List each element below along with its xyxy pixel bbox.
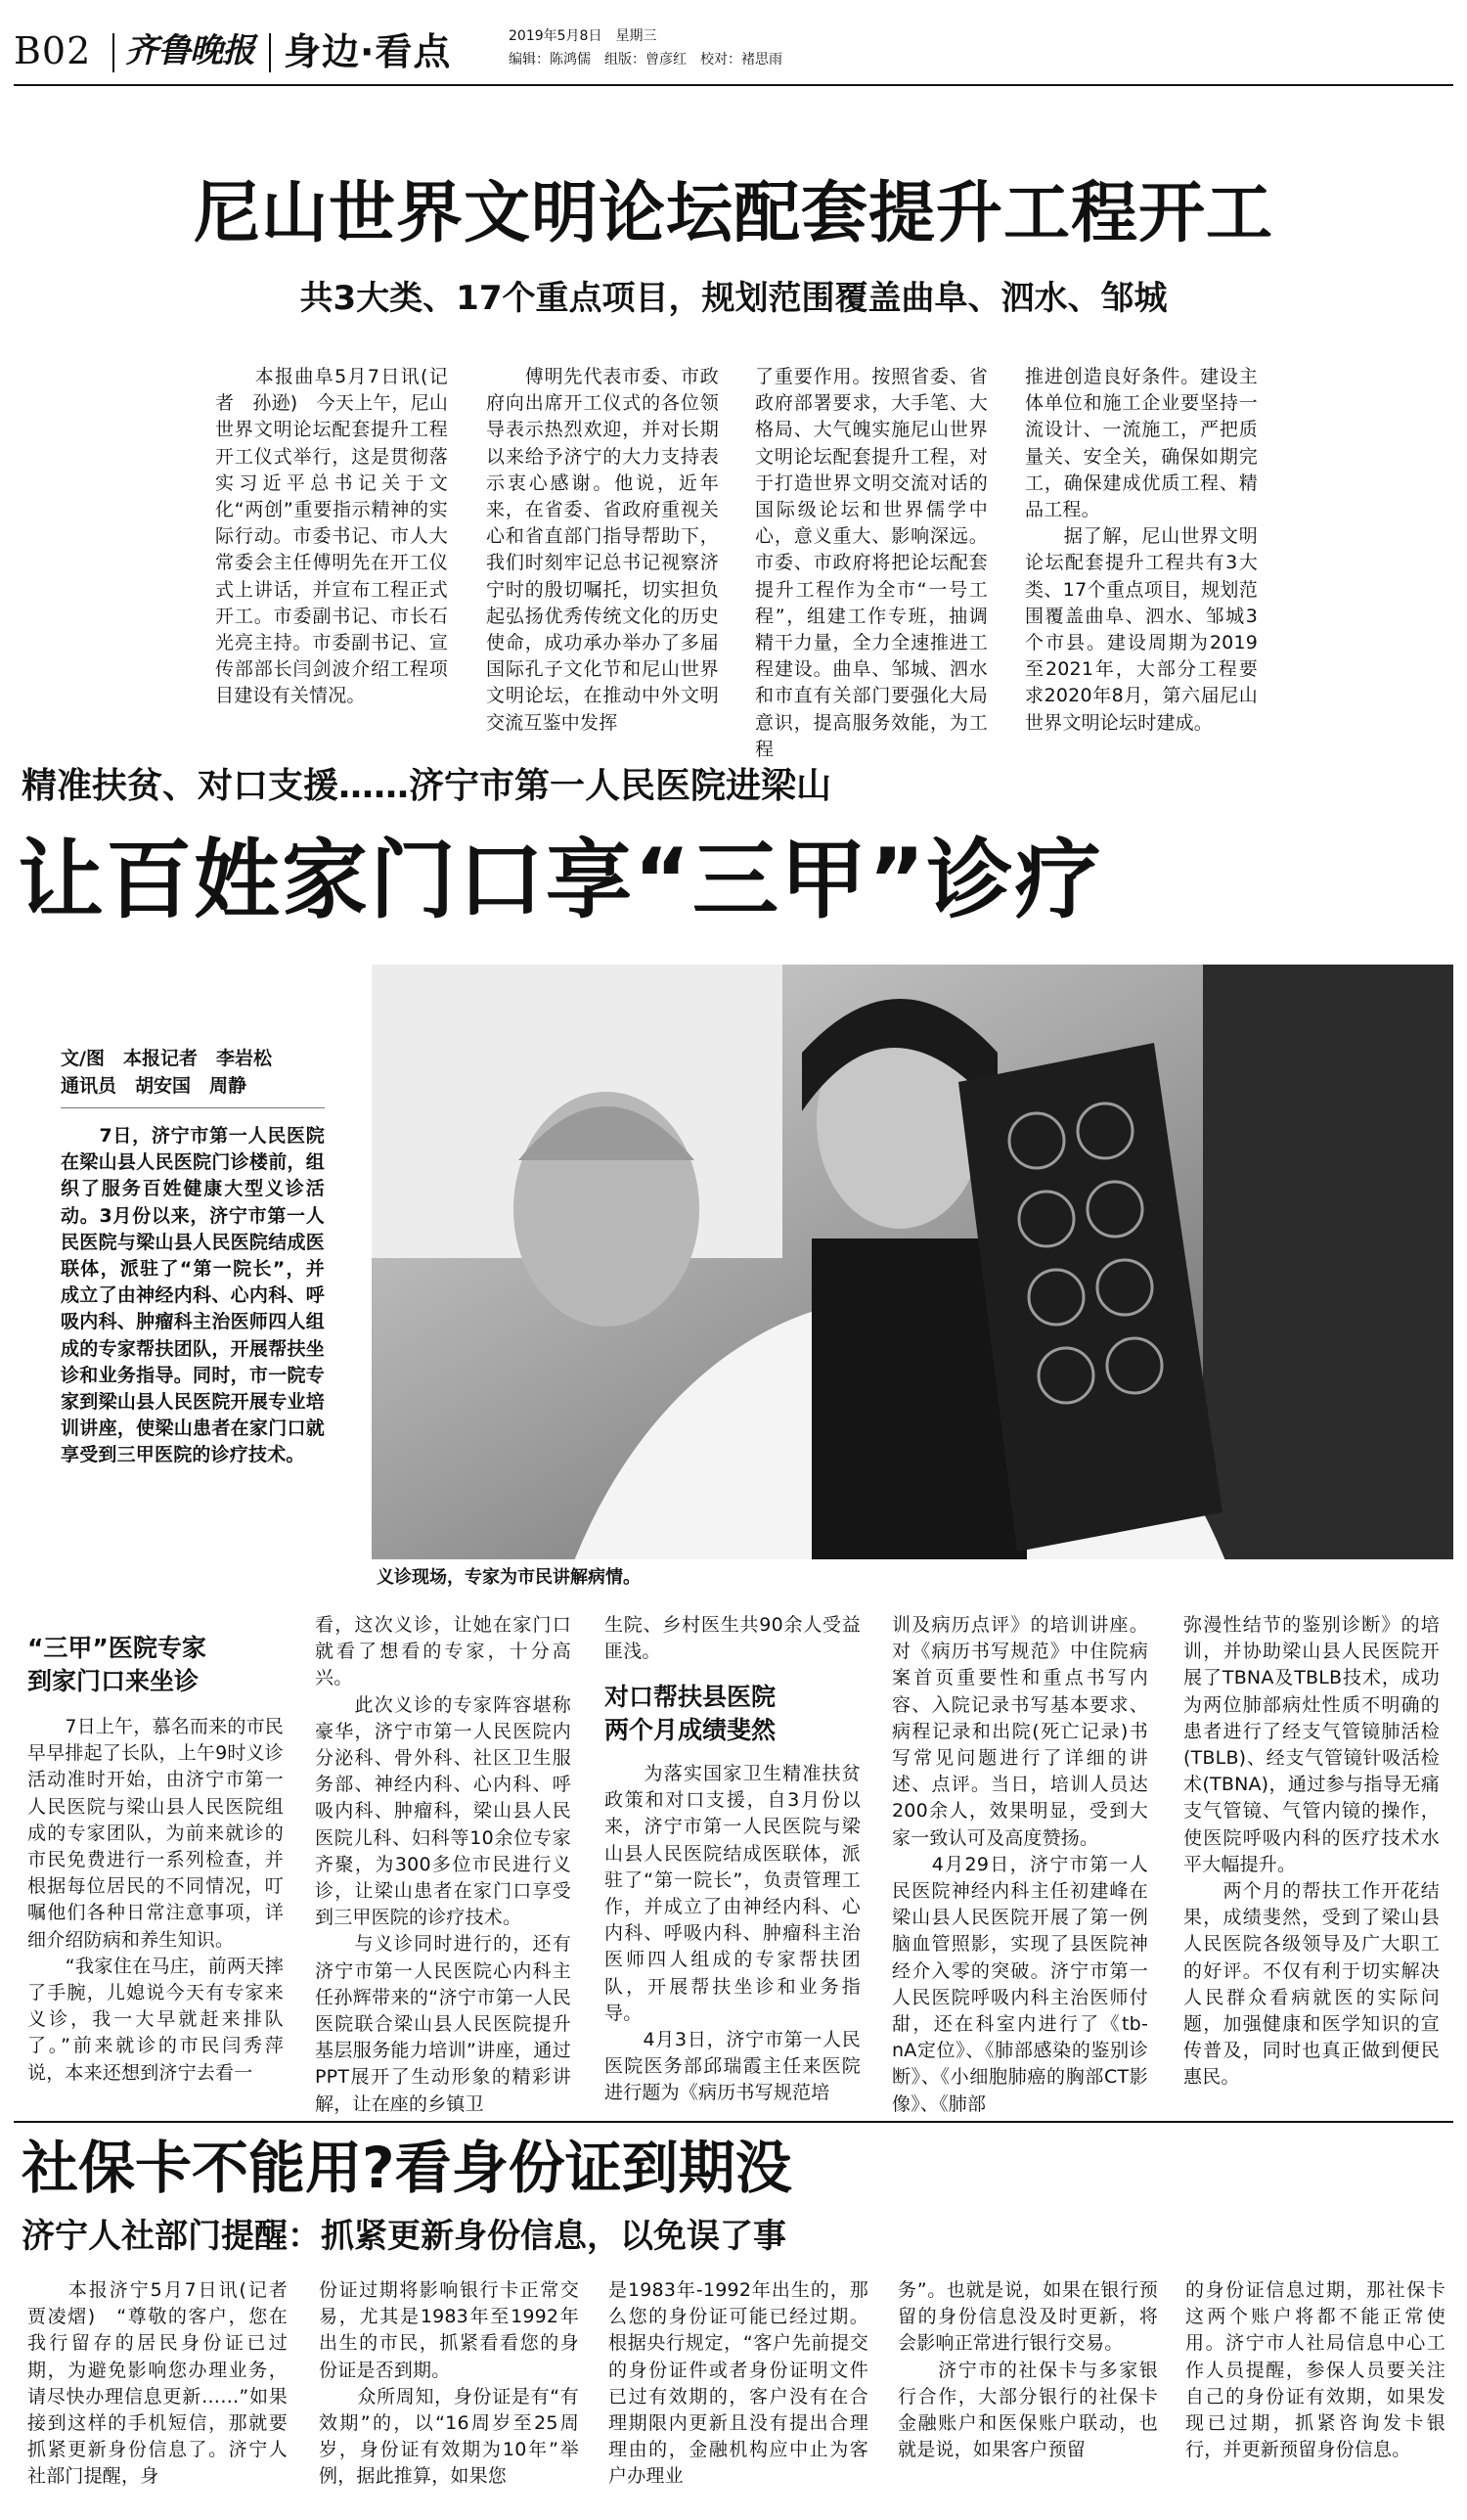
article3-col-4: 务”。也就是说，如果在银行预留的身份信息没及时更新，将会影响正常进行银行交易。 济宁市的社保卡与多家银行合作，大部分银行的社保卡金融账户和医保账户联动，也就是说，如果客户预留 [898,2279,1158,2461]
byline-rule [61,1107,325,1108]
article2-col-3-bottom: 为落实国家卫生精准扶贫政策和对口支援，自3月份以来，济宁市第一人民医院与梁山县人民医院结成医联体，派驻了“第一院长”，负责管理工作，并成立了由神经内科、心内科、呼吸内科、肿瘤科主治医师四人组成的专家帮扶团队，开展帮扶坐诊和业务指导。 4月3日，济宁市第一人民医院医务部邱瑞霞主任来医院进行题为《病历书写规范培 [604,1763,861,2104]
article1-title: 尼山世界文明论坛配套提升工程开工 [193,175,1273,252]
byline-2: 通讯员 胡安国 周静 [61,1075,247,1097]
section-name: 身边·看点 [284,30,452,73]
paper-logo: 齐鲁晚报 [125,31,254,70]
article3-rule [14,2121,1453,2123]
subhead-support: 对口帮扶县医院 两个月成绩斐然 [604,1683,777,1744]
date-line: 2019年5月8日 星期三 [509,28,657,44]
article2-kicker: 精准扶贫、对口支援……济宁市第一人民医院进梁山 [22,766,832,806]
article3-subtitle: 济宁人社部门提醒：抓紧更新身份信息，以免误了事 [22,2217,786,2256]
photo-caption: 义诊现场，专家为市民讲解病情。 [377,1567,641,1588]
article3-col-1: 本报济宁5月7日讯(记者 贾凌熠) “尊敬的客户，您在我行留存的居民身份证已过期，为避免影响您办理业务，请尽快办理信息更新……”如果接到这样的手机短信，那就要抓紧更新身份信息了。济宁人社部门提醒，身 [27,2279,307,2488]
article3-col-3: 是1983年-1992年出生的，那么您的身份证可能已经过期。根据央行规定，“客户先前提交的身份证件或者身份证明文件已过有效期的，客户没有在合理期限内更新且没有提出合理理由的，金融机构应中止为客户办理业 [608,2279,868,2488]
subhead-experts: “三甲”医院专家 到家门口来坐诊 [27,1634,206,1695]
header-rule [14,84,1453,86]
article2-col-2: 看，这次义诊，让她在家门口就看了想看的专家，十分高兴。 此次义诊的专家阵容堪称豪华，济宁市第一人民医院内分泌科、骨外科、社区卫生服务部、神经内科、心内科、呼吸内科、肿瘤科，梁山县人民医院儿科、妇科等10余位专家齐聚，为300多位市民进行义诊，让梁山患者在家门口享受到三甲医院的诊疗技术。 与义诊同时进行的，还有济宁市第一人民医院心内科主任孙辉带来的“济宁市第一人民医院联合梁山县人民医院提升基层服务能力培训”讲座，通过PPT展开了生动形象的精彩讲解，让在座的乡镇卫 [315,1614,571,2115]
article1-col-3: 了重要作用。按照省委、省政府部署要求，大手笔、大格局、大气魄实施尼山世界文明论坛配套提升工程，对于打造世界文明交流对话的国际级论坛和世界儒学中心，意义重大、影响深远。市委、市政府将把论坛配套提升工程作为全市“一号工程”，组建工作专班，抽调精干力量，全力全速推进工程建设。曲阜、邹城、泗水和市直有关部门要强化大局意识，提高服务效能，为工程 [755,366,988,760]
byline-1: 文/图 本报记者 李岩松 [61,1048,272,1069]
article2-lead: 7日，济宁市第一人民医院在梁山县人民医院门诊楼前，组织了服务百姓健康大型义诊活动。3月份以来，济宁市第一人民医院与梁山县人民医院结成医联体，派驻了“第一院长”，并成立了由神经内科、心内科、呼吸内科、肿瘤科主治医师四人组成的专家帮扶团队，开展帮扶坐诊和业务指导。同时，市一院专家到梁山县人民医院开展专业培训讲座，使梁山患者在家门口就享受到三甲医院的诊疗技术。 [61,1125,325,1466]
article3-col-2: 份证过期将影响银行卡正常交易，尤其是1983年至1992年出生的市民，抓紧看看您的身份证是否到期。 众所周知，身份证是有“有效期”的，以“16周岁至25周岁，身份证有效期为10年”举例，据此推算，如果您 [319,2279,579,2488]
article2-col-4: 训及病历点评》的培训讲座。对《病历书写规范》中住院病案首页重要性和重点书写内容、入院记录书写基本要求、病程记录和出院(死亡记录)书写常见问题进行了详细的讲述、点评。当日，培训人员达200余人，效果明显，受到大家一致认可及高度赞扬。 4月29日，济宁市第一人民医院神经内科主任初建峰在梁山县人民医院开展了第一例脑血管照影，实现了县医院神经介入零的突破。济宁市第一人民医院呼吸内科主治医师付甜，还在科室内进行了《tb-nA定位》、《肺部感染的鉴别诊断》、《小细胞肺癌的胸部CT影像》、《肺部 [892,1614,1148,2115]
header-divider-2 [269,33,271,72]
news-photo [372,965,1453,1559]
header-divider-1 [112,33,114,72]
article2-title: 让百姓家门口享“三甲”诊疗 [18,830,1103,930]
article2-col-5: 弥漫性结节的鉴别诊断》的培训，并协助梁山县人民医院开展了TBNA及TBLB技术，成功为两位肺部病灶性质不明确的患者进行了经支气管镜肺活检(TBLB)、经支气管镜针吸活检术(TBNA)，通过参与指导无痛支气管镜、气管内镜的操作，使医院呼吸内科的医疗技术水平大幅提升。 两个月的帮扶工作开花结果，成绩斐然，受到了梁山县人民医院各级领导及广大职工的好评。不仅有利于切实解决人民群众看病就医的实际问题，加强健康和医学知识的宣传普及，同时也真正做到便民惠民。 [1183,1614,1440,2089]
news-photo-illustration [372,965,1453,1559]
article1-col-1: 本报曲阜5月7日讯(记者 孙逊) 今天上午，尼山世界文明论坛配套提升工程开工仪式举行，这是贯彻落实习近平总书记关于文化“两创”重要指示精神的实际行动。市委书记、市人大常委会主任傅明先在开工仪式上讲话，并宣布工程正式开工。市委副书记、市长石光亮主持。市委副书记、宣传部部长闫剑波介绍工程项目建设有关情况。 [215,366,449,707]
staff-line: 编辑：陈鸿儒 组版：曾彦红 校对：褚思雨 [509,52,782,68]
article2-col-1: 7日上午，慕名而来的市民早早排起了长队，上午9时义诊活动准时开始，由济宁市第一人民医院与梁山县人民医院组成的专家团队，为前来就诊的市民免费进行一系列检查，并根据每位居民的不同情况，叮嘱他们各种日常注意事项，详细介绍防病和养生知识。 “我家住在马庄，前两天摔了手腕，儿媳说今天有专家来义诊，我一大早就赶来排队了。”前来就诊的市民闫秀萍说，本来还想到济宁去看一 [27,1716,284,2084]
article3-title: 社保卡不能用?看身份证到期没 [22,2135,792,2201]
article1-subtitle: 共3大类、17个重点项目，规划范围覆盖曲阜、泗水、邹城 [299,279,1168,318]
article1-col-4: 推进创造良好条件。建设主体单位和施工企业要坚持一流设计、一流施工，严把质量关、安全关，确保如期完工，确保建成优质工程、精品工程。 据了解，尼山世界文明论坛配套提升工程共有3大类、17个重点项目，规划范围覆盖曲阜、泗水、邹城3个市县。建设周期为2019至2021年，大部分工程要求2020年8月，第六届尼山世界文明论坛时建成。 [1025,366,1258,734]
article2-col-3-top: 生院、乡村医生共90余人受益匪浅。 [604,1614,861,1663]
page-number: B02 [14,29,92,72]
article3-col-5: 的身份证信息过期，那社保卡这两个账户将都不能正常使用。济宁市人社局信息中心工作人员提醒，参保人员要关注自己的身份证有效期，如果发现已过期，抓紧咨询发卡银行，并更新预留身份信息。 [1185,2279,1445,2461]
article1-col-2: 傅明先代表市委、市政府向出席开工仪式的各位领导表示热烈欢迎，并对长期以来给予济宁的大力支持表示衷心感谢。他说，近年来，在省委、省政府重视关心和省直部门指导帮助下，我们时刻牢记总书记视察济宁时的殷切嘱托，切实担负起弘扬优秀传统文化的历史使命，成功承办举办了多届国际孔子文化节和尼山世界文明论坛，在推动中外文明交流互鉴中发挥 [486,366,719,734]
